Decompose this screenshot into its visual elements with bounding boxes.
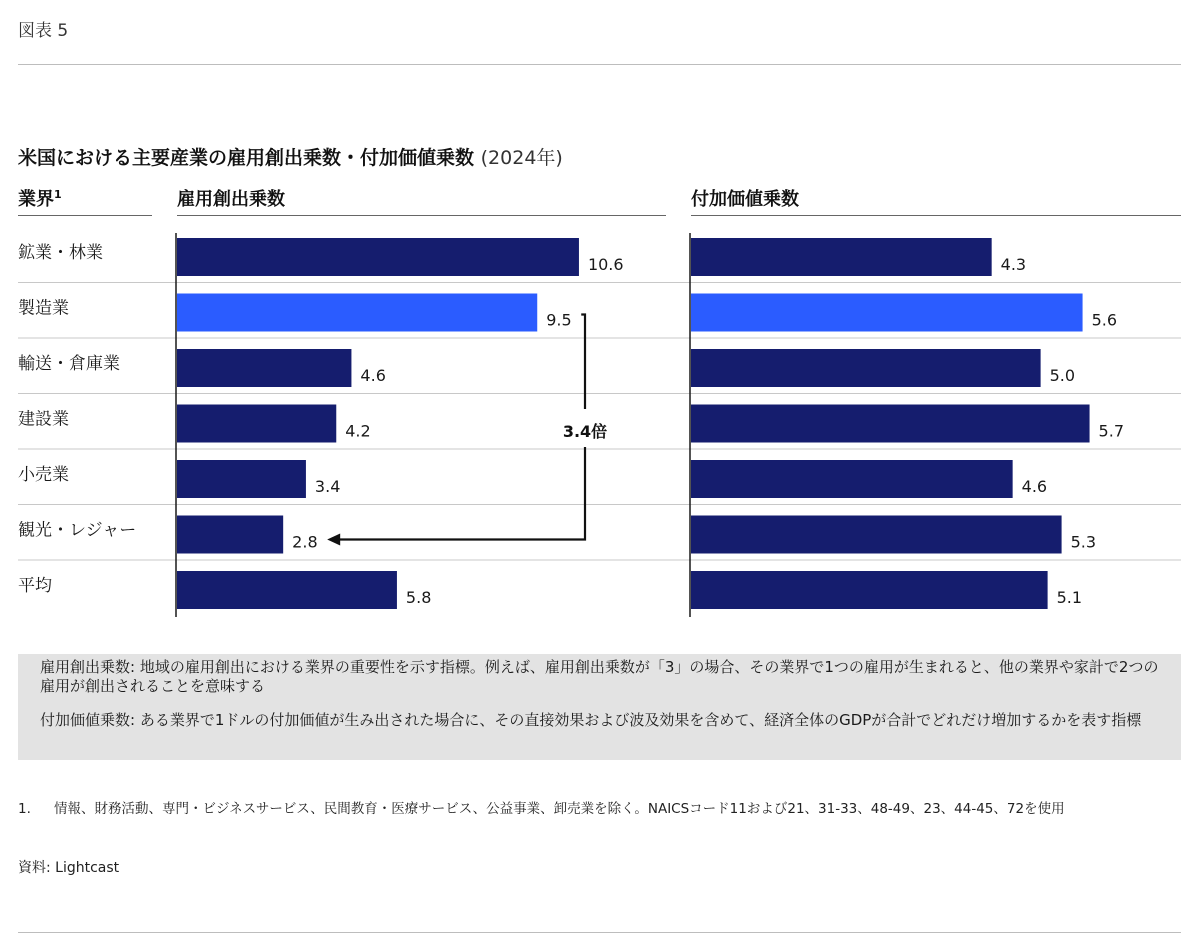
bar [691, 294, 1083, 332]
bar [177, 349, 351, 387]
figure-label: 図表 5 [18, 21, 69, 41]
chart-title-text: 米国における主要産業の雇用創出乗数・付加価値乗数 [18, 147, 475, 169]
bar [691, 571, 1048, 609]
annotation-ratio-label: 3.4倍 [562, 422, 608, 441]
source-note: 資料: Lightcast [18, 860, 120, 876]
bars-layer [177, 238, 1090, 609]
annotation-bracket-upper [581, 315, 585, 410]
bar [177, 238, 579, 276]
annotation-arrow-head [327, 534, 340, 546]
bar-value-label: 2.8 [292, 532, 318, 552]
bar [177, 460, 306, 498]
bar-value-label: 5.3 [1070, 532, 1097, 552]
bar-value-label: 5.1 [1056, 588, 1083, 607]
bar-value-label: 10.6 [587, 255, 624, 274]
category-label: 輸送・倉庫業 [18, 354, 120, 374]
industry-header-footnote-mark: 1 [54, 188, 62, 201]
value-added-multiplier-definition: 付加価値乗数: ある業界で1ドルの付加価値が生み出された場合に、その直接効果および波及効果を含めて、経済全体のGDPが合計でどれだけ増加するかを表す指標 [40, 711, 1142, 729]
category-label: 観光・レジャー [18, 520, 137, 541]
category-label: 鉱業・林業 [18, 243, 103, 263]
definitions-box [18, 654, 1181, 760]
bar [691, 405, 1090, 443]
bar-value-label: 9.5 [546, 310, 572, 330]
bar-value-label: 5.6 [1091, 310, 1118, 330]
bar [177, 571, 397, 609]
bar-value-label: 5.0 [1049, 366, 1076, 385]
category-label: 製造業 [18, 298, 69, 319]
footnote-number: 1. [18, 801, 31, 817]
bar [691, 460, 1013, 498]
annotation-bracket-lower [337, 447, 585, 540]
bar [691, 516, 1062, 554]
bar-value-label: 5.7 [1098, 421, 1125, 441]
employment-multiplier-header: 雇用創出乗数 [177, 189, 285, 210]
bar-value-label: 3.4 [314, 477, 341, 496]
footnote-text: 情報、財務活動、専門・ビジネスサービス、民間教育・医療サービス、公益事業、卸売業を除く。NAICSコード11および21、31-33、48-49、23、44-45、72を使用 [54, 801, 1065, 817]
bar [177, 294, 537, 332]
bar [691, 349, 1041, 387]
bar-value-label: 4.2 [345, 421, 371, 441]
chart-title-year: (2024年) [480, 147, 563, 169]
category-label: 平均 [18, 576, 52, 596]
bar-value-label: 4.6 [1021, 477, 1048, 496]
value-added-multiplier-header: 付加価値乗数 [691, 189, 799, 210]
industry-header-text: 業界 [18, 189, 54, 210]
bar [177, 516, 283, 554]
category-label: 建設業 [18, 409, 69, 430]
bottom-divider [18, 932, 1181, 933]
bar-value-label: 5.8 [405, 588, 432, 607]
category-label: 小売業 [18, 465, 69, 485]
bar [177, 405, 336, 443]
bar [691, 238, 992, 276]
bar-value-label: 4.3 [1000, 255, 1027, 274]
bar-value-label: 4.6 [360, 366, 386, 385]
employment-multiplier-definition: 雇用創出乗数: 地域の雇用創出における業界の重要性を示す指標。例えば、雇用創出乗数が「3」の場合、その業界で1つの雇用が生まれると、他の業界や家計で2つの雇用が創出されることを意味する [40, 658, 1159, 695]
footnote [18, 800, 1168, 840]
